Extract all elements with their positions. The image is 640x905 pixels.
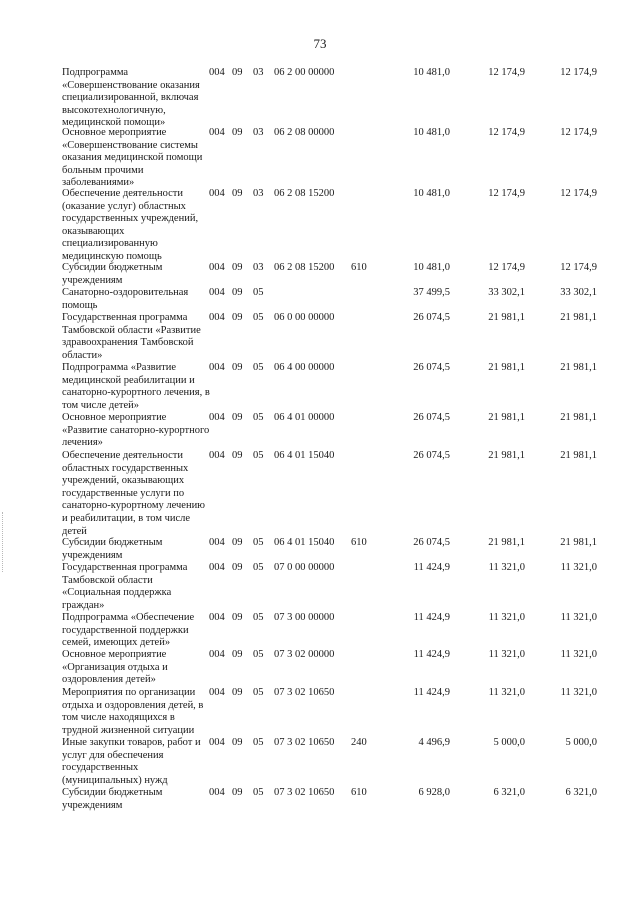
row-csr: 06 4 01 15040 bbox=[274, 450, 335, 461]
row-ved: 004 bbox=[209, 412, 225, 423]
row-description: Подпрограмма «Совершенствование оказания специализированной, включая высокотехнологичную, медицинской помощи» bbox=[62, 67, 200, 129]
row-pr: 05 bbox=[253, 612, 264, 623]
row-rz: 09 bbox=[232, 412, 243, 423]
row-sum-2: 11 321,0 bbox=[488, 687, 525, 698]
row-sum-3: 12 174,9 bbox=[560, 262, 597, 273]
row-sum-1: 37 499,5 bbox=[413, 287, 450, 298]
row-rz: 09 bbox=[232, 649, 243, 660]
row-rz: 09 bbox=[232, 450, 243, 461]
row-description: Подпрограмма «Развитие медицинской реабилитации и санаторно-курортного лечения, в том числе детей» bbox=[62, 362, 210, 411]
row-sum-2: 6 321,0 bbox=[493, 787, 525, 798]
row-pr: 05 bbox=[253, 787, 264, 798]
row-sum-3: 11 321,0 bbox=[560, 687, 597, 698]
row-rz: 09 bbox=[232, 287, 243, 298]
row-sum-1: 11 424,9 bbox=[413, 562, 450, 573]
row-csr: 06 4 01 00000 bbox=[274, 412, 335, 423]
row-rz: 09 bbox=[232, 312, 243, 323]
row-sum-3: 12 174,9 bbox=[560, 188, 597, 199]
row-sum-1: 4 496,9 bbox=[418, 737, 450, 748]
row-description: Государственная программа Тамбовской области «Развитие здравоохранения Тамбовской области» bbox=[62, 312, 201, 361]
row-sum-1: 6 928,0 bbox=[418, 787, 450, 798]
row-description: Мероприятия по организации отдыха и оздоровления детей, в том числе находящихся в трудной жизненной ситуации bbox=[62, 687, 204, 736]
page-number: 73 bbox=[313, 36, 327, 51]
row-sum-2: 21 981,1 bbox=[488, 362, 525, 373]
row-rz: 09 bbox=[232, 737, 243, 748]
row-sum-3: 11 321,0 bbox=[560, 612, 597, 623]
row-ved: 004 bbox=[209, 450, 225, 461]
row-sum-2: 5 000,0 bbox=[493, 737, 525, 748]
scan-edge-mark bbox=[2, 512, 6, 572]
row-csr: 06 2 08 15200 bbox=[274, 262, 335, 273]
row-rz: 09 bbox=[232, 127, 243, 138]
row-rz: 09 bbox=[232, 787, 243, 798]
row-description: Санаторно-оздоровительная помощь bbox=[62, 287, 189, 311]
row-sum-3: 33 302,1 bbox=[560, 287, 597, 298]
row-rz: 09 bbox=[232, 562, 243, 573]
row-sum-1: 11 424,9 bbox=[413, 687, 450, 698]
row-sum-2: 21 981,1 bbox=[488, 412, 525, 423]
row-description: Обеспечение деятельности (оказание услуг) областных государственных учреждений, оказывающих специализированную медицинскую помощь bbox=[62, 188, 199, 262]
row-pr: 03 bbox=[253, 188, 264, 199]
row-sum-2: 21 981,1 bbox=[488, 450, 525, 461]
row-description: Основное мероприятие «Развитие санаторно-курортного лечения» bbox=[62, 412, 210, 449]
row-ved: 004 bbox=[209, 188, 225, 199]
row-pr: 05 bbox=[253, 450, 264, 461]
row-csr: 06 4 01 15040 bbox=[274, 537, 335, 548]
row-pr: 05 bbox=[253, 649, 264, 660]
row-sum-2: 21 981,1 bbox=[488, 537, 525, 548]
row-rz: 09 bbox=[232, 687, 243, 698]
row-sum-2: 12 174,9 bbox=[488, 67, 525, 78]
row-sum-3: 21 981,1 bbox=[560, 412, 597, 423]
row-ved: 004 bbox=[209, 262, 225, 273]
row-sum-2: 11 321,0 bbox=[488, 649, 525, 660]
row-description: Подпрограмма «Обеспечение государственной поддержки семей, имеющих детей» bbox=[62, 612, 195, 649]
row-pr: 05 bbox=[253, 362, 264, 373]
row-ved: 004 bbox=[209, 687, 225, 698]
row-ved: 004 bbox=[209, 127, 225, 138]
row-description: Обеспечение деятельности областных государственных учреждений, оказывающих государственные услуги по санаторно-курортному лечению и реабилитации, в том числе детей bbox=[62, 450, 206, 537]
row-rz: 09 bbox=[232, 362, 243, 373]
row-pr: 05 bbox=[253, 287, 264, 298]
row-pr: 05 bbox=[253, 562, 264, 573]
row-sum-1: 26 074,5 bbox=[413, 450, 450, 461]
row-csr: 07 3 00 00000 bbox=[274, 612, 335, 623]
row-pr: 05 bbox=[253, 737, 264, 748]
row-description: Субсидии бюджетным учреждениям bbox=[62, 787, 163, 811]
row-description: Субсидии бюджетным учреждениям bbox=[62, 537, 163, 561]
row-sum-1: 11 424,9 bbox=[413, 612, 450, 623]
row-sum-1: 10 481,0 bbox=[413, 127, 450, 138]
row-csr: 07 3 02 10650 bbox=[274, 687, 335, 698]
row-pr: 03 bbox=[253, 262, 264, 273]
row-ved: 004 bbox=[209, 787, 225, 798]
row-pr: 03 bbox=[253, 67, 264, 78]
row-csr: 06 2 08 00000 bbox=[274, 127, 335, 138]
row-sum-3: 21 981,1 bbox=[560, 362, 597, 373]
row-ved: 004 bbox=[209, 362, 225, 373]
row-sum-1: 26 074,5 bbox=[413, 362, 450, 373]
row-sum-3: 21 981,1 bbox=[560, 537, 597, 548]
row-csr: 07 3 02 00000 bbox=[274, 649, 335, 660]
row-csr: 06 4 00 00000 bbox=[274, 362, 335, 373]
row-sum-2: 12 174,9 bbox=[488, 127, 525, 138]
row-sum-1: 11 424,9 bbox=[413, 649, 450, 660]
row-rz: 09 bbox=[232, 188, 243, 199]
row-sum-2: 33 302,1 bbox=[488, 287, 525, 298]
row-sum-2: 12 174,9 bbox=[488, 188, 525, 199]
row-vr: 610 bbox=[351, 787, 367, 798]
row-csr: 07 3 02 10650 bbox=[274, 787, 335, 798]
row-pr: 05 bbox=[253, 312, 264, 323]
row-rz: 09 bbox=[232, 67, 243, 78]
row-csr: 06 0 00 00000 bbox=[274, 312, 335, 323]
row-sum-3: 5 000,0 bbox=[565, 737, 597, 748]
row-ved: 004 bbox=[209, 737, 225, 748]
row-description: Государственная программа Тамбовской области «Социальная поддержка граждан» bbox=[62, 562, 188, 611]
row-sum-3: 6 321,0 bbox=[565, 787, 597, 798]
row-csr: 06 2 00 00000 bbox=[274, 67, 335, 78]
row-description: Субсидии бюджетным учреждениям bbox=[62, 262, 163, 286]
row-sum-3: 12 174,9 bbox=[560, 67, 597, 78]
row-sum-1: 10 481,0 bbox=[413, 262, 450, 273]
row-csr: 06 2 08 15200 bbox=[274, 188, 335, 199]
row-ved: 004 bbox=[209, 612, 225, 623]
row-ved: 004 bbox=[209, 649, 225, 660]
row-sum-1: 10 481,0 bbox=[413, 188, 450, 199]
row-pr: 05 bbox=[253, 687, 264, 698]
row-ved: 004 bbox=[209, 537, 225, 548]
row-sum-3: 21 981,1 bbox=[560, 450, 597, 461]
row-sum-1: 26 074,5 bbox=[413, 312, 450, 323]
row-pr: 03 bbox=[253, 127, 264, 138]
row-vr: 240 bbox=[351, 737, 367, 748]
row-rz: 09 bbox=[232, 262, 243, 273]
row-sum-3: 21 981,1 bbox=[560, 312, 597, 323]
row-sum-2: 12 174,9 bbox=[488, 262, 525, 273]
row-sum-2: 11 321,0 bbox=[488, 562, 525, 573]
row-rz: 09 bbox=[232, 537, 243, 548]
row-csr: 07 0 00 00000 bbox=[274, 562, 335, 573]
row-sum-3: 11 321,0 bbox=[560, 649, 597, 660]
row-sum-1: 10 481,0 bbox=[413, 67, 450, 78]
row-sum-2: 21 981,1 bbox=[488, 312, 525, 323]
row-sum-1: 26 074,5 bbox=[413, 537, 450, 548]
row-vr: 610 bbox=[351, 537, 367, 548]
row-ved: 004 bbox=[209, 287, 225, 298]
row-rz: 09 bbox=[232, 612, 243, 623]
row-pr: 05 bbox=[253, 412, 264, 423]
row-sum-3: 11 321,0 bbox=[560, 562, 597, 573]
row-sum-1: 26 074,5 bbox=[413, 412, 450, 423]
row-sum-3: 12 174,9 bbox=[560, 127, 597, 138]
row-csr: 07 3 02 10650 bbox=[274, 737, 335, 748]
row-ved: 004 bbox=[209, 67, 225, 78]
row-description: Основное мероприятие «Совершенствование системы оказания медицинской помощи больным прочими заболеваниями» bbox=[62, 127, 203, 189]
row-description: Иные закупки товаров, работ и услуг для обеспечения государственных (муниципальных) нужд bbox=[62, 737, 201, 786]
row-ved: 004 bbox=[209, 562, 225, 573]
row-pr: 05 bbox=[253, 537, 264, 548]
row-ved: 004 bbox=[209, 312, 225, 323]
row-vr: 610 bbox=[351, 262, 367, 273]
row-description: Основное мероприятие «Организация отдыха и оздоровления детей» bbox=[62, 649, 168, 686]
row-sum-2: 11 321,0 bbox=[488, 612, 525, 623]
